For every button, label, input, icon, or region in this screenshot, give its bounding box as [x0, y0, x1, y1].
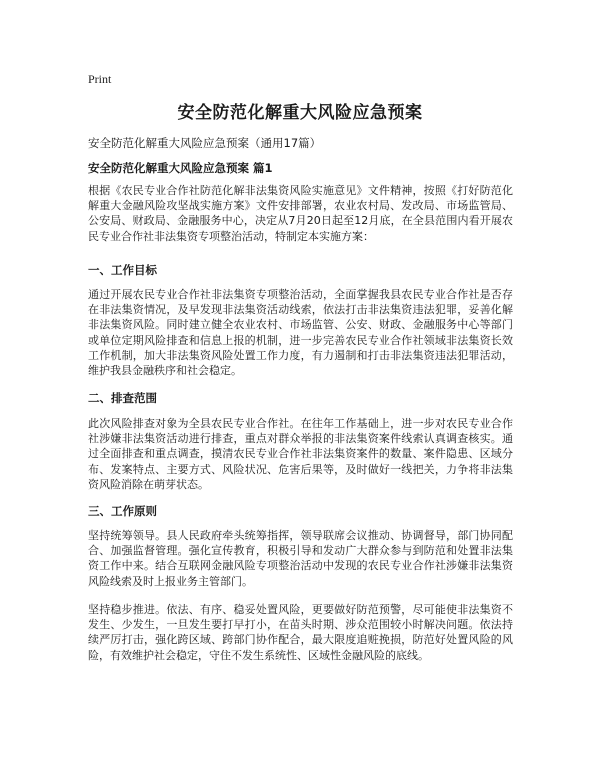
intro-paragraph: 根据《农民专业合作社防范化解非法集资风险实施意见》文件精神，按照《打好防范化解重大金融风险攻坚战实施方案》文件安排部署，农业农村局、发改局、市场监管局、公安局、财政局、金融服务中心，决定从7月20日起至12月底，在全县范围内看开展农民专业合作社非法集资专项整治活动，特制定本实施方案： [88, 184, 513, 243]
section-heading-principles: 三、工作原则 [88, 504, 157, 518]
print-link[interactable]: Print [88, 72, 112, 86]
section-paragraph-goals: 通过开展农民专业合作社非法集资专项整治活动，全面掌握我县农民专业合作社是否存在非法集资情况，及早发现非法集资活动线索，依法打击非法集资违法犯罪，妥善化解非法集资风险。同时建立健全农业农村、市场监管、公安、财政、金融服务中心等部门或单位定期风险排查和信息上报的机制，进一步完善农民专业合作社领域非法集资长效工作机制，加大非法集资风险处置工作力度，有力遏制和打击非法集资违法犯罪活动，维护我县金融秩序和社会稳定。 [88, 288, 513, 378]
section-paragraph-scope: 此次风险排查对象为全县农民专业合作社。在往年工作基础上，进一步对农民专业合作社涉嫌非法集资活动进行排查，重点对群众举报的非法集资案件线索认真调查核实。通过全面排查和重点调查，摸清农民专业合作社非法集资案件的数量、案件隐患、区域分布、发案特点、主要方式、风险状况、危害后果等，及时做好一线把关，力争将非法集资风险消除在萌芽状态。 [88, 417, 513, 491]
page-title: 安全防范化解重大风险应急预案 [177, 103, 423, 123]
section-paragraph-principles-1: 坚持统筹领导。县人民政府牵头统筹指挥，领导联席会议推动、协调督导，部门协同配合、加强监督管理。强化宣传教育，积极引导和发动广大群众参与到防范和处置非法集资工作中来。结合互联网金融风险专项整治活动中发现的农民专业合作社涉嫌非法集资风险线索及时上报业务主管部门。 [88, 529, 513, 588]
section-heading-goals: 一、工作目标 [88, 263, 157, 277]
section-paragraph-principles-2: 坚持稳步推进。依法、有序、稳妥处置风险，更要做好防范预警，尽可能使非法集资不发生、少发生，一旦发生要打早打小，在苗头时期、涉众范围较小时解决问题。依法持续严厉打击，强化跨区域、跨部门协作配合，最大限度追赃挽损，防范好处置风险的风险，有效维护社会稳定，守住不发生系统性、区域性金融风险的底线。 [88, 603, 513, 662]
section-heading-scope: 二、排查范围 [88, 391, 157, 405]
article-heading: 安全防范化解重大风险应急预案 篇1 [88, 161, 273, 175]
document-subtitle: 安全防范化解重大风险应急预案（通用17篇） [88, 136, 322, 150]
